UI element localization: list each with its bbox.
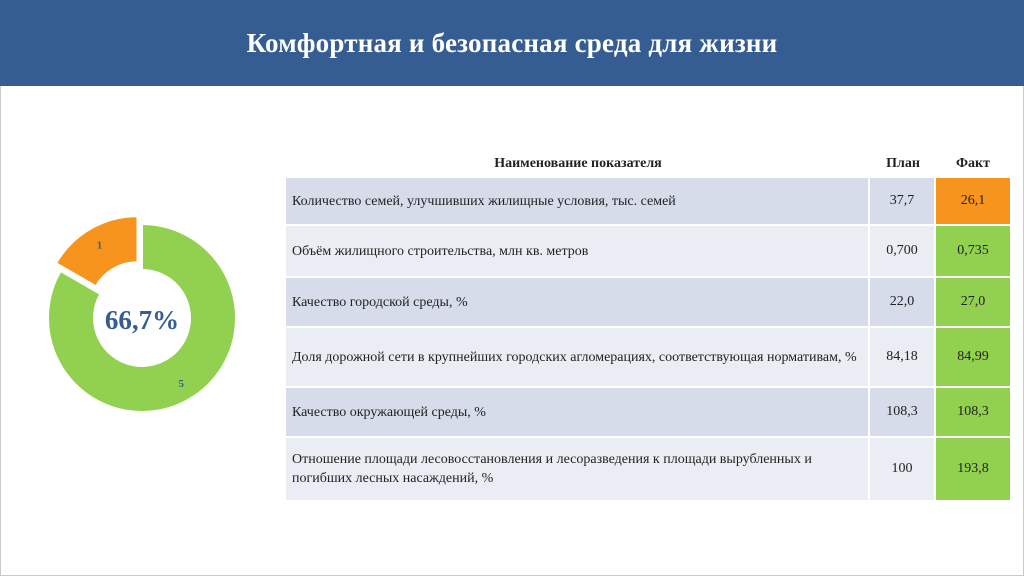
row-plan: 0,700 — [870, 226, 936, 276]
row-fact: 27,0 — [936, 278, 1010, 326]
row-plan: 84,18 — [870, 328, 936, 386]
header-fact: Факт — [956, 156, 990, 171]
row-plan: 22,0 — [870, 278, 936, 326]
table-row — [286, 278, 1010, 326]
slice-label-5: 5 — [178, 378, 184, 391]
row-fact: 193,8 — [936, 438, 1010, 500]
row-name: Доля дорожной сети в крупнейших городских агломерациях, соответствующая нормативам, % — [286, 328, 870, 386]
row-fact: 84,99 — [936, 328, 1010, 386]
row-fact: 108,3 — [936, 388, 1010, 436]
row-fact: 0,735 — [936, 226, 1010, 276]
table-row — [286, 328, 1010, 386]
table-row — [286, 178, 1010, 224]
row-name: Качество окружающей среды, % — [286, 388, 870, 436]
table-row — [286, 226, 1010, 276]
table-header-row — [286, 154, 1010, 176]
header-name: Наименование показателя — [494, 156, 662, 171]
row-fact: 26,1 — [936, 178, 1010, 224]
row-name: Качество городской среды, % — [286, 278, 870, 326]
row-plan: 108,3 — [870, 388, 936, 436]
row-name: Отношение площади лесовосстановления и лесоразведения к площади вырубленных и погибших лесных насаждений, % — [286, 438, 870, 500]
table-row — [286, 438, 1010, 500]
indicators-table — [286, 152, 1010, 502]
header-plan: План — [886, 156, 920, 171]
row-name: Объём жилищного строительства, млн кв. метров — [286, 226, 870, 276]
row-plan: 37,7 — [870, 178, 936, 224]
row-plan: 100 — [870, 438, 936, 500]
page-title: Комфортная и безопасная среда для жизни — [246, 27, 778, 58]
donut-center-percent: 66,7% — [104, 305, 180, 335]
slice-label-1: 1 — [96, 239, 103, 252]
header-bar — [0, 0, 1024, 86]
row-name: Количество семей, улучшивших жилищные условия, тыс. семей — [286, 178, 870, 224]
table-row — [286, 388, 1010, 436]
